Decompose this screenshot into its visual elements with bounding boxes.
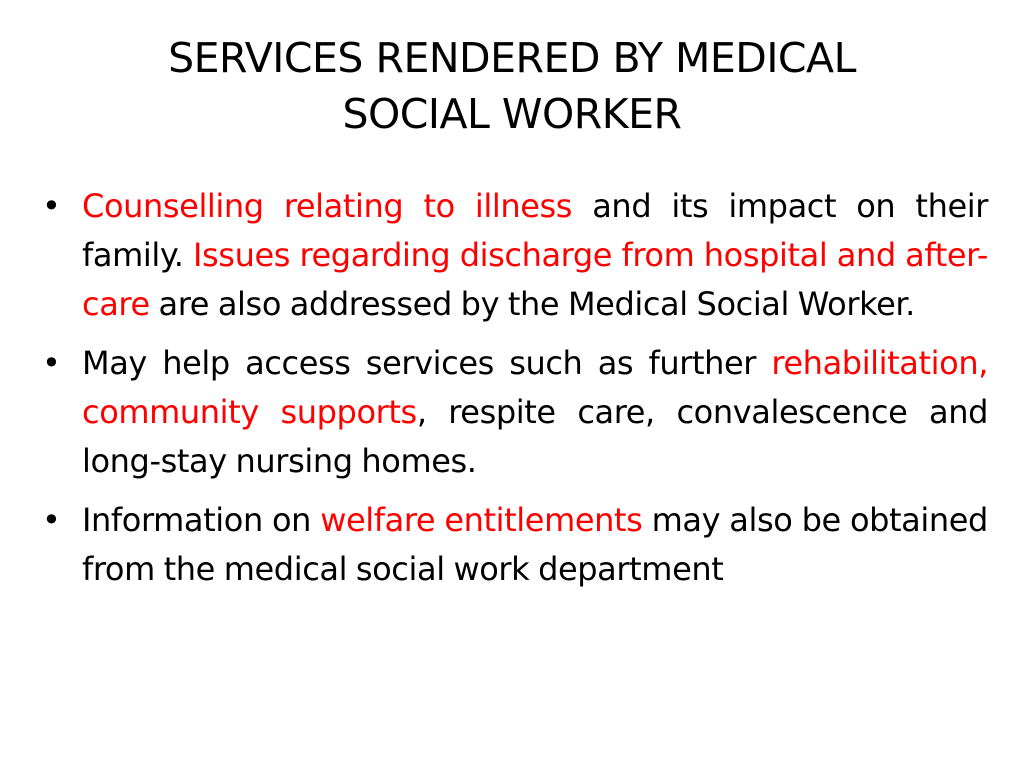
slide-title-line-2: SOCIAL WORKER [342,90,682,138]
highlighted-text: welfare entitlements [320,501,643,539]
bullet-icon: • [42,501,61,539]
bullet-text [82,344,988,480]
slide-title-line-1: SERVICES RENDERED BY MEDICAL [168,34,856,82]
highlighted-text: Issues regarding discharge from hospital and after-care [82,236,988,323]
bullet-list [40,182,988,604]
plain-text: and its impact on their family. [82,187,988,274]
bullet-text [82,501,988,588]
bullet-text [82,187,988,323]
bullet-icon: • [42,344,61,382]
highlighted-text: Counselling relating to illness [82,187,573,225]
plain-text: Information on [82,501,321,539]
slide-title [60,30,964,142]
plain-text: are also addressed by the Medical Social Worker. [149,285,915,323]
bullet-item-counselling [40,182,988,329]
plain-text: may also be obtained from the medical social work department [82,501,988,588]
bullet-item-access-services [40,339,988,486]
plain-text: , respite care, convalescence and long-stay nursing homes. [82,393,988,480]
bullet-item-welfare-information [40,496,988,594]
plain-text: May help access services such as further [82,344,772,382]
bullet-icon: • [42,187,61,225]
highlighted-text: rehabilitation, community supports [82,344,988,431]
